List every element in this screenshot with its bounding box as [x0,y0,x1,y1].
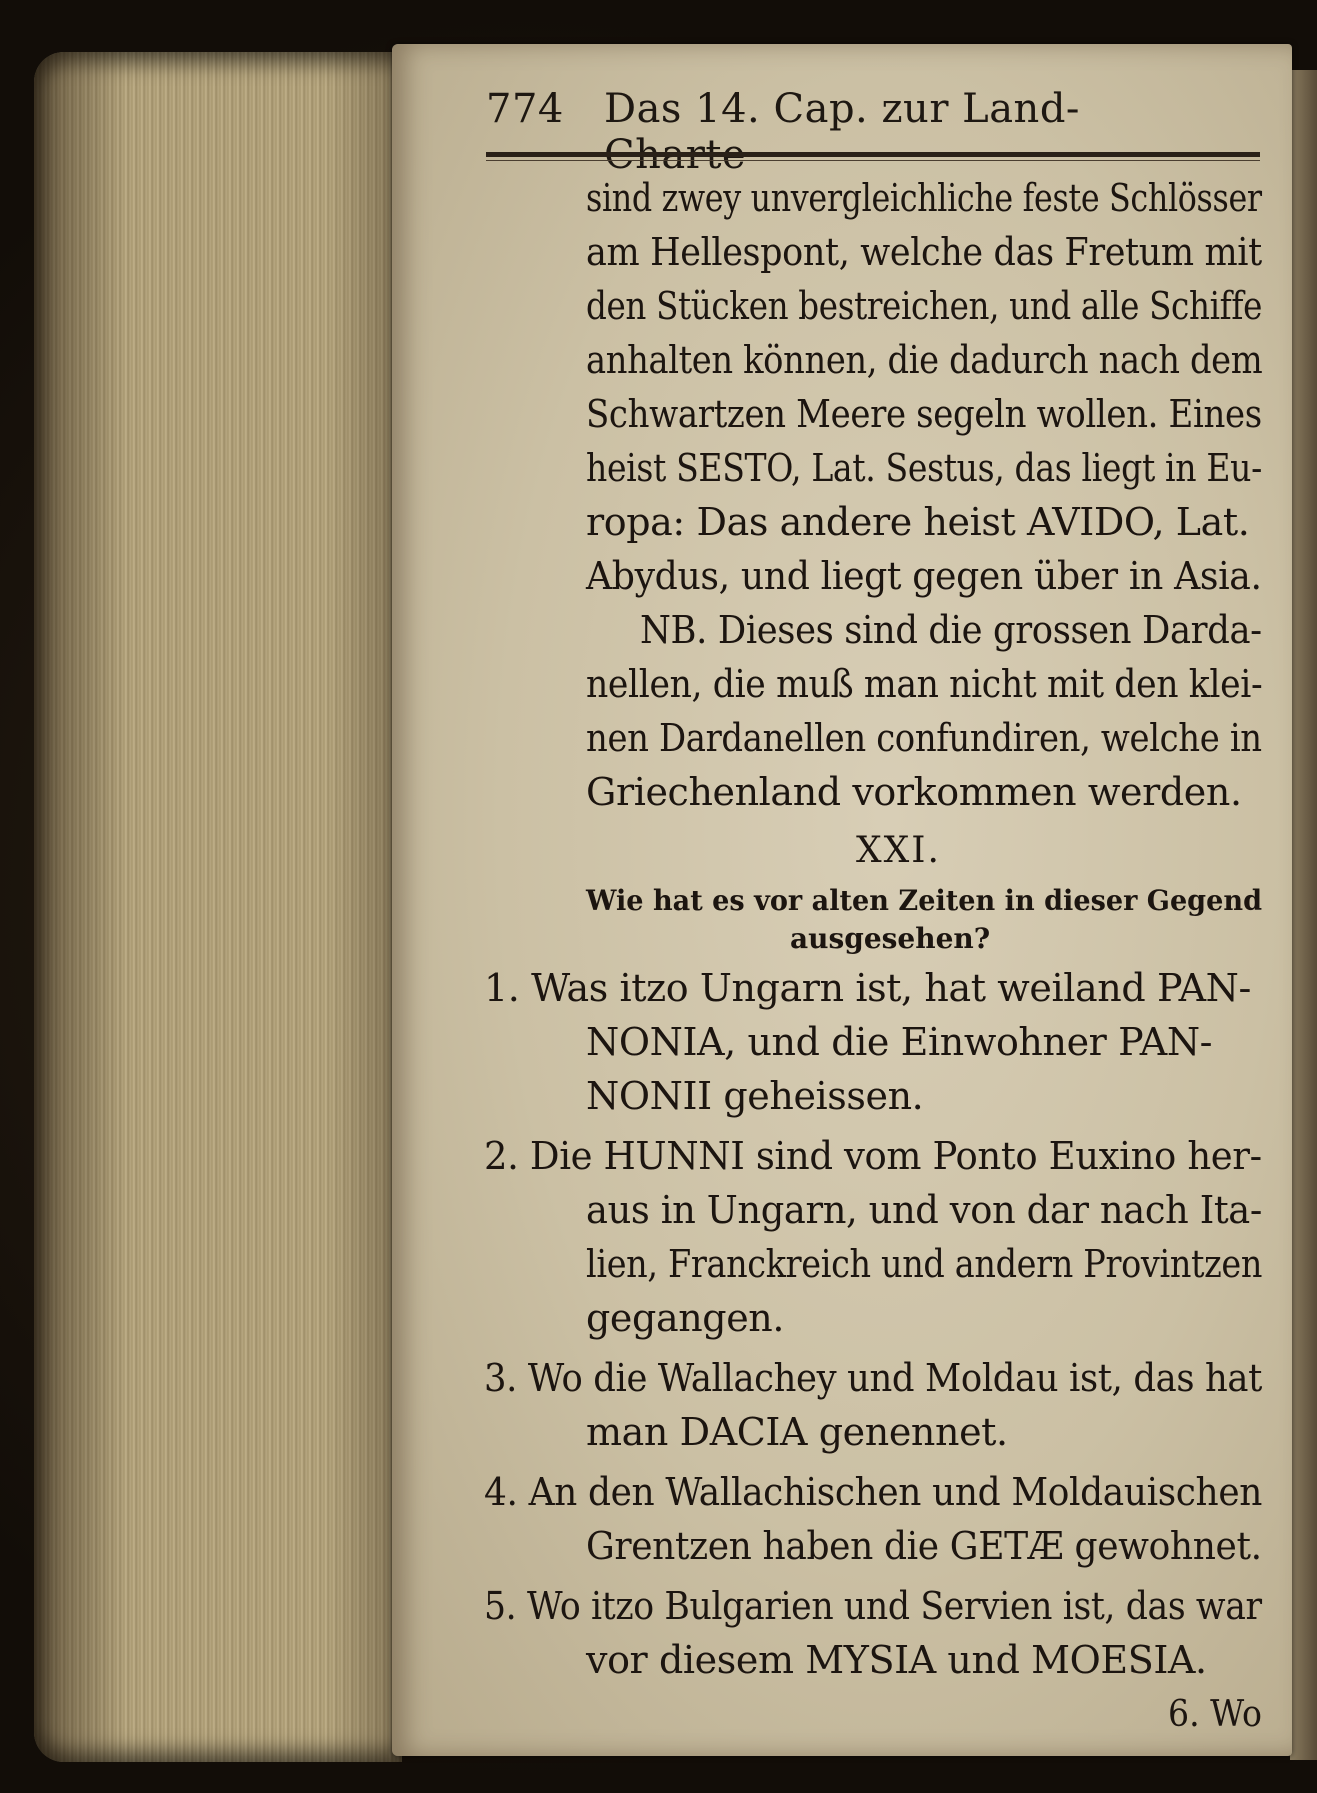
text-line: sind zwey unvergleichliche feste Schlösser [586,176,1262,220]
answer-line: 5. Wo itzo Bulgarien und Servien ist, das war [484,1584,1262,1628]
running-header [486,86,1186,146]
answer-line: aus in Ungarn, und von dar nach Ita- [586,1188,1262,1232]
running-title: Das 14. Cap. zur Land- [604,86,1080,132]
text-line: ropa: Das andere heist AVIDO, Lat. [586,500,1250,544]
text-line: heist SESTO, Lat. Sestus, das liegt in Eu- [586,446,1262,490]
answer-line: NONIA, und die Einwohner PAN- [586,1020,1213,1064]
section-number: XXI. [856,830,941,871]
text-line: Schwartzen Meere segeln wollen. Eines [586,392,1262,436]
page-edges-shadow [34,52,402,1762]
answer-line: 2. Die HUNNI sind vom Ponto Euxino her- [484,1134,1262,1178]
page-number: 774 [486,86,564,132]
answer-line: NONII geheissen. [586,1074,924,1118]
text-line: am Hellespont, welche das Fretum mit [586,230,1262,274]
text-line: nen Dardanellen confundiren, welche in [586,716,1262,760]
next-page-edge [1290,70,1317,1760]
text-line: NB. Dieses sind die grossen Darda- [640,608,1262,652]
header-rule-thin [486,160,1260,161]
answer-line: lien, Franckreich und andern Provintzen [586,1242,1263,1286]
text-line: nellen, die muß man nicht mit den klei- [586,662,1263,706]
text-line: den Stücken bestreichen, und alle Schiffe [586,284,1263,328]
text-line: anhalten können, die dadurch nach dem [586,338,1263,382]
text-line: Griechenland vorkommen werden. [586,770,1242,814]
question-line: Wie hat es vor alten Zeiten in dieser Gegend [586,884,1263,917]
answer-line: 3. Wo die Wallachey und Moldau ist, das hat [484,1356,1262,1400]
answer-line: 4. An den Wallachischen und Moldauischen [484,1470,1262,1514]
answer-line: gegangen. [586,1296,785,1340]
answer-line: man DACIA genennet. [586,1410,1008,1454]
header-rule [486,152,1260,157]
answer-line: 1. Was itzo Ungarn ist, hat weiland PAN- [484,966,1251,1010]
catchword: 6. Wo [1168,1694,1262,1735]
text-line: Abydus, und liegt gegen über in Asia. [586,554,1262,598]
question-line: ausgesehen? [790,922,991,955]
answer-line: vor diesem MYSIA und MOESIA. [586,1638,1207,1682]
answer-line: Grentzen haben die GETÆ gewohnet. [586,1524,1262,1568]
